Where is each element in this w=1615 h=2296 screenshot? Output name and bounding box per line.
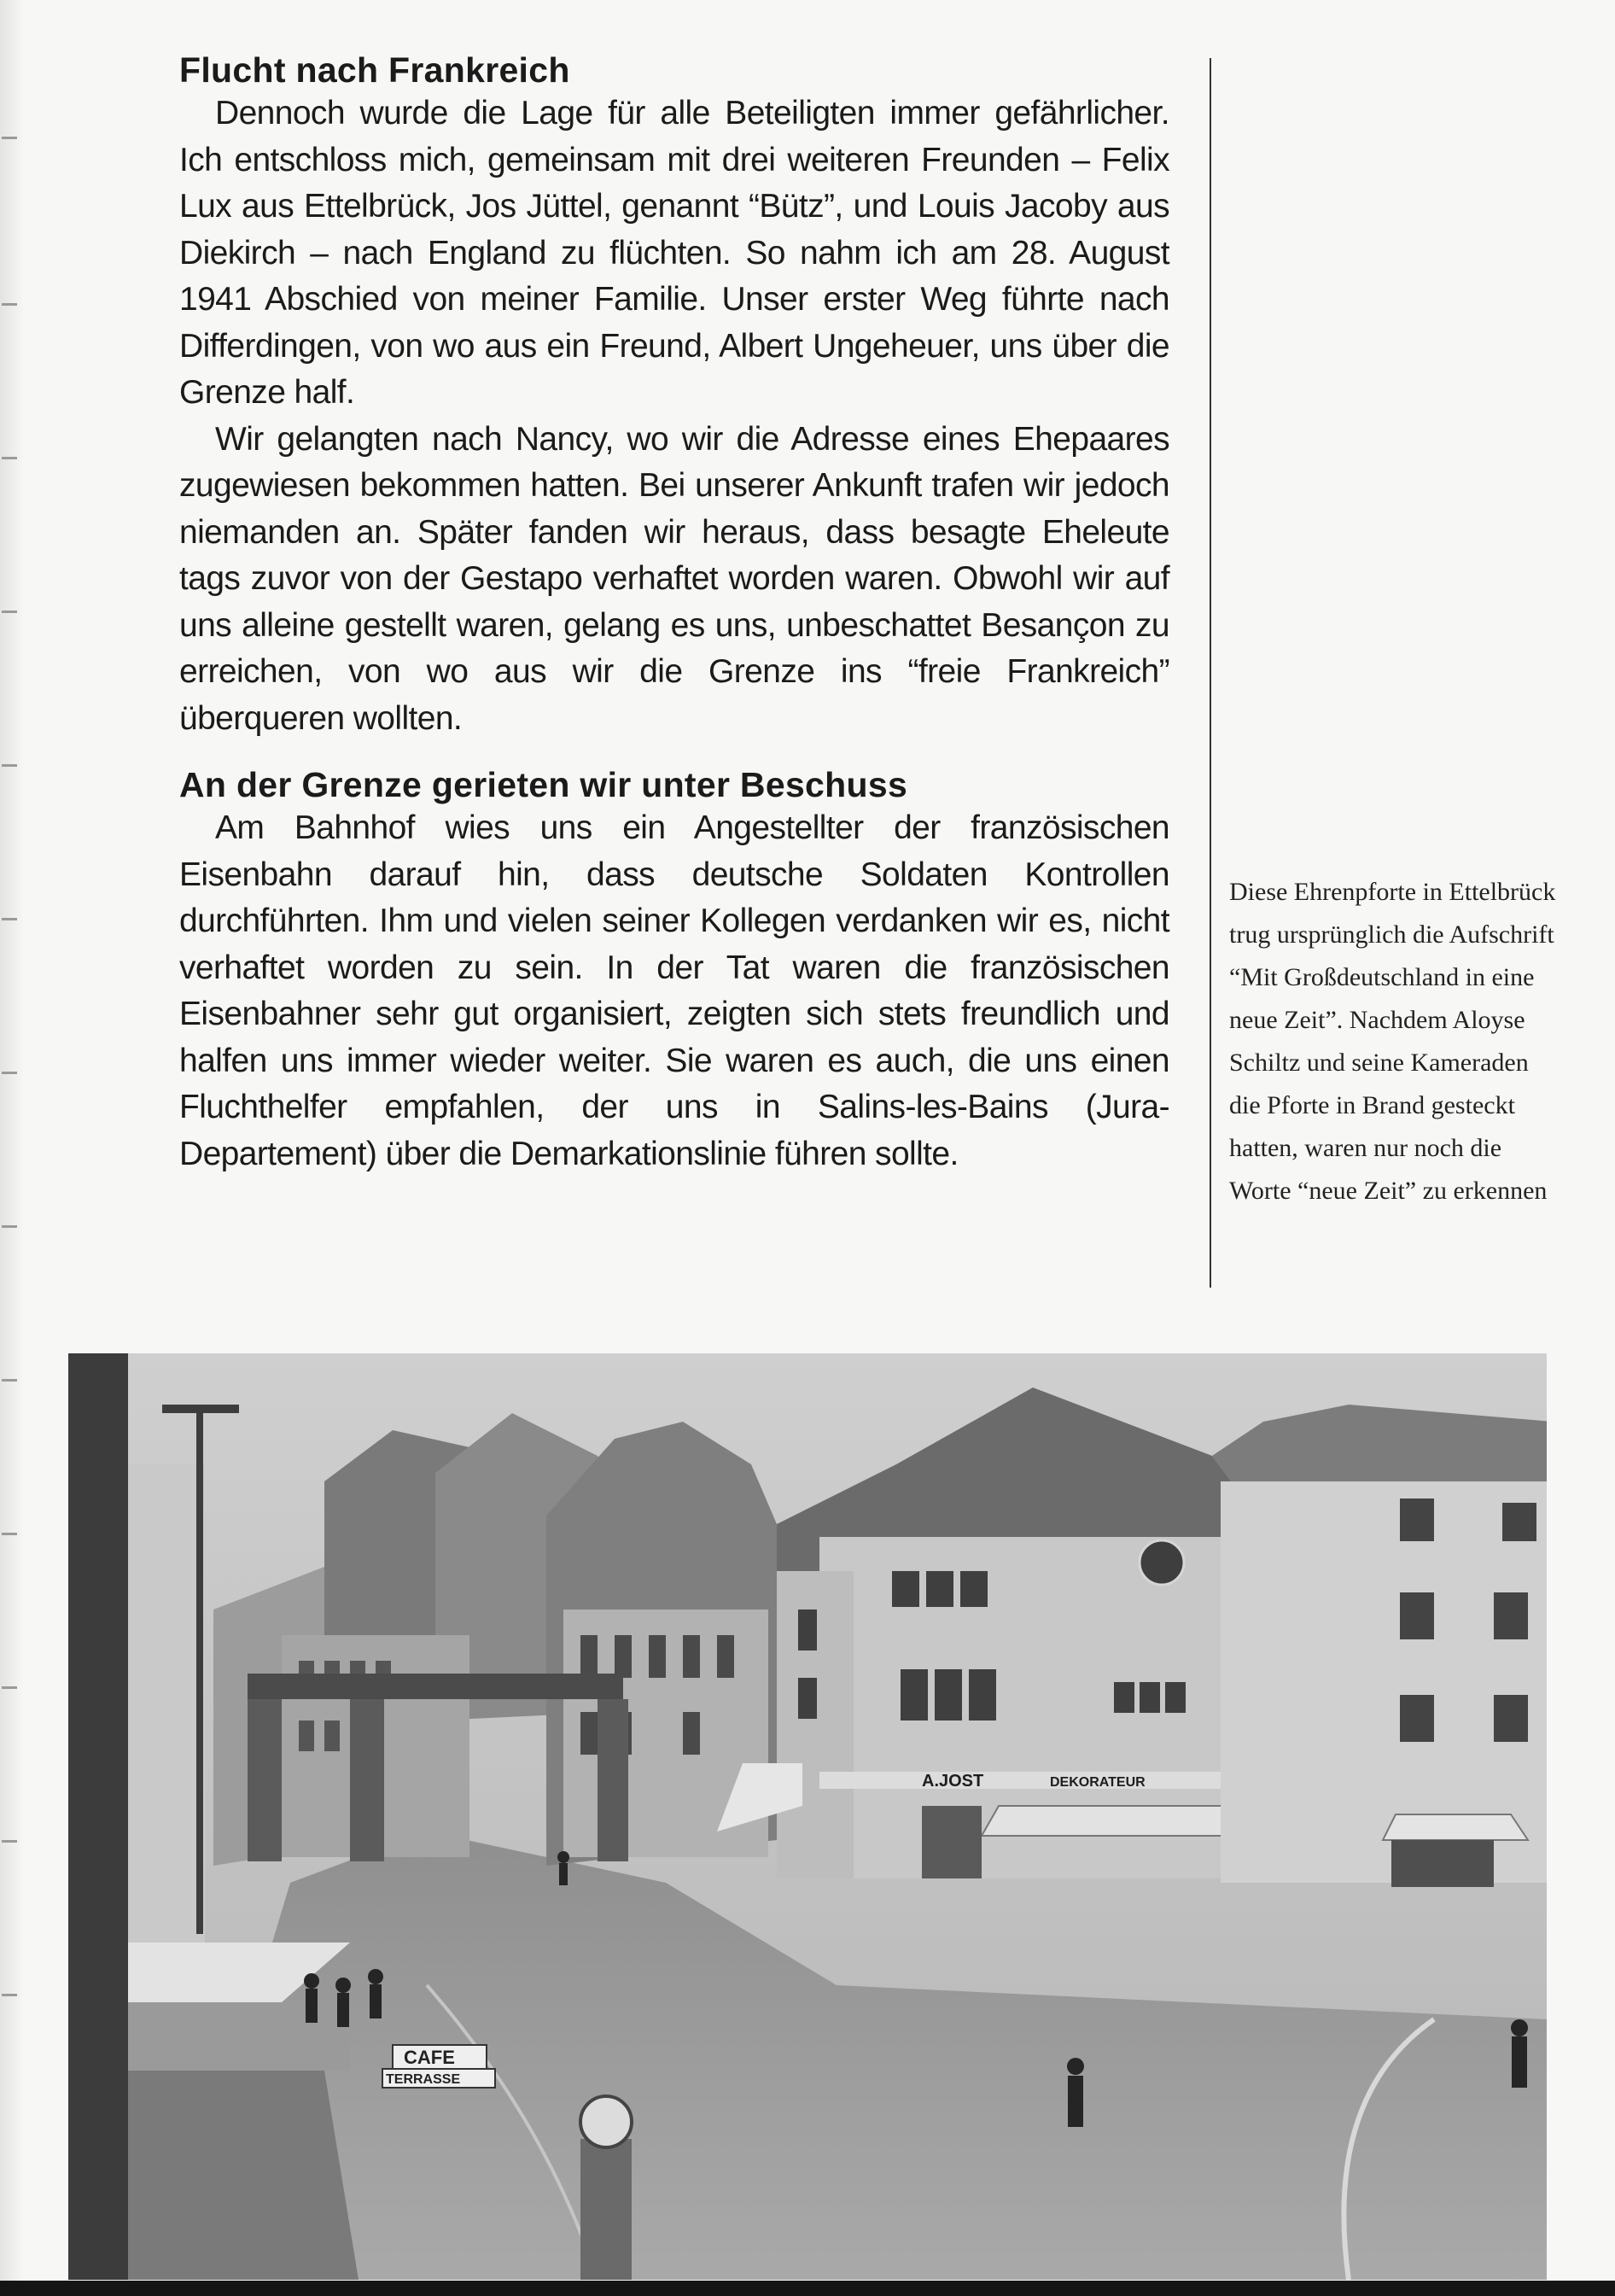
cafe-sign: CAFE	[404, 2047, 455, 2068]
binding-stitch	[2, 1840, 17, 1843]
historic-street-photo	[68, 1353, 1547, 2280]
binding-stitch	[2, 303, 17, 306]
shop-type-sign: DEKORATEUR	[1050, 1775, 1146, 1790]
binding-stitch	[2, 1994, 17, 1996]
binding-stitch	[2, 1379, 17, 1382]
binding-stitch	[2, 1686, 17, 1689]
terrasse-sign: TERRASSE	[386, 2072, 461, 2087]
page-edge-shadow	[0, 2281, 1615, 2296]
street-scene-illustration	[68, 1353, 1547, 2280]
page-binding	[0, 0, 24, 2296]
section-heading-border: An der Grenze gerieten wir unter Beschuss	[179, 765, 908, 804]
binding-stitch	[2, 918, 17, 920]
binding-stitch	[2, 1072, 17, 1074]
main-text-column	[179, 50, 1169, 1177]
shop-name-sign: A.JOST	[922, 1772, 984, 1791]
binding-stitch	[2, 611, 17, 613]
binding-stitch	[2, 457, 17, 459]
binding-stitch	[2, 1533, 17, 1535]
section-heading-flight: Flucht nach Frankreich	[179, 50, 570, 90]
binding-stitch	[2, 137, 17, 139]
paragraph: Dennoch wurde die Lage für alle Beteiligten immer gefährlicher. Ich entschloss mich, gemeinsam mit drei weiteren Freunden – Felix Lux aus Ettelbrück, Jos Jüttel, genannt “Bütz”, und Louis Jacoby aus Diekirch – nach England zu flüchten. So nahm ich am 28. August 1941 Abschied von meiner Familie. Unser erster Weg führte nach Differdingen, von wo aus ein Freund, Albert Ungeheuer, uns über die Grenze half.	[179, 95, 1169, 411]
paragraph: Wir gelangten nach Nancy, wo wir die Adresse eines Ehepaares zugewiesen bekommen hatten. Bei unserer Ankunft trafen wir jedoch niemanden an. Später fanden wir heraus, dass besagte Eheleute tags zuvor von der Gestapo verhaftet worden waren. Obwohl wir auf uns alleine gestellt waren, gelang es uns, unbeschattet Besançon zu erreichen, von wo aus wir die Grenze ins “freie Frankreich” überqueren wollten.	[179, 420, 1169, 737]
paragraph: Am Bahnhof wies uns ein Angestellter der französischen Eisenbahn darauf hin, dass deutsche Soldaten Kontrollen durchführten. Ihm und vielen seiner Kollegen verdanken wir es, nicht verhaftet worden zu sein. In der Tat waren die französischen Eisenbahner sehr gut organisiert, zeigten sich stets freundlich und halfen uns immer wieder weiter. Sie waren es auch, die uns einen Fluchthelfer empfahlen, der uns in Salins-les-Bains (Jura-Departement) über die Demarkationslinie führen sollte.	[179, 809, 1169, 1172]
binding-stitch	[2, 764, 17, 767]
binding-stitch	[2, 1225, 17, 1228]
photo-caption: Diese Ehrenpforte in Ettelbrück trug ursprünglich die Aufschrift “Mit Großdeutschland in eine neue Zeit”. Nachdem Aloyse Schiltz und seine Kameraden die Pforte in Brand gesteckt hatten, waren nur noch die Worte “neue Zeit” zu erkennen	[1229, 878, 1556, 1205]
column-divider	[1210, 58, 1211, 1288]
